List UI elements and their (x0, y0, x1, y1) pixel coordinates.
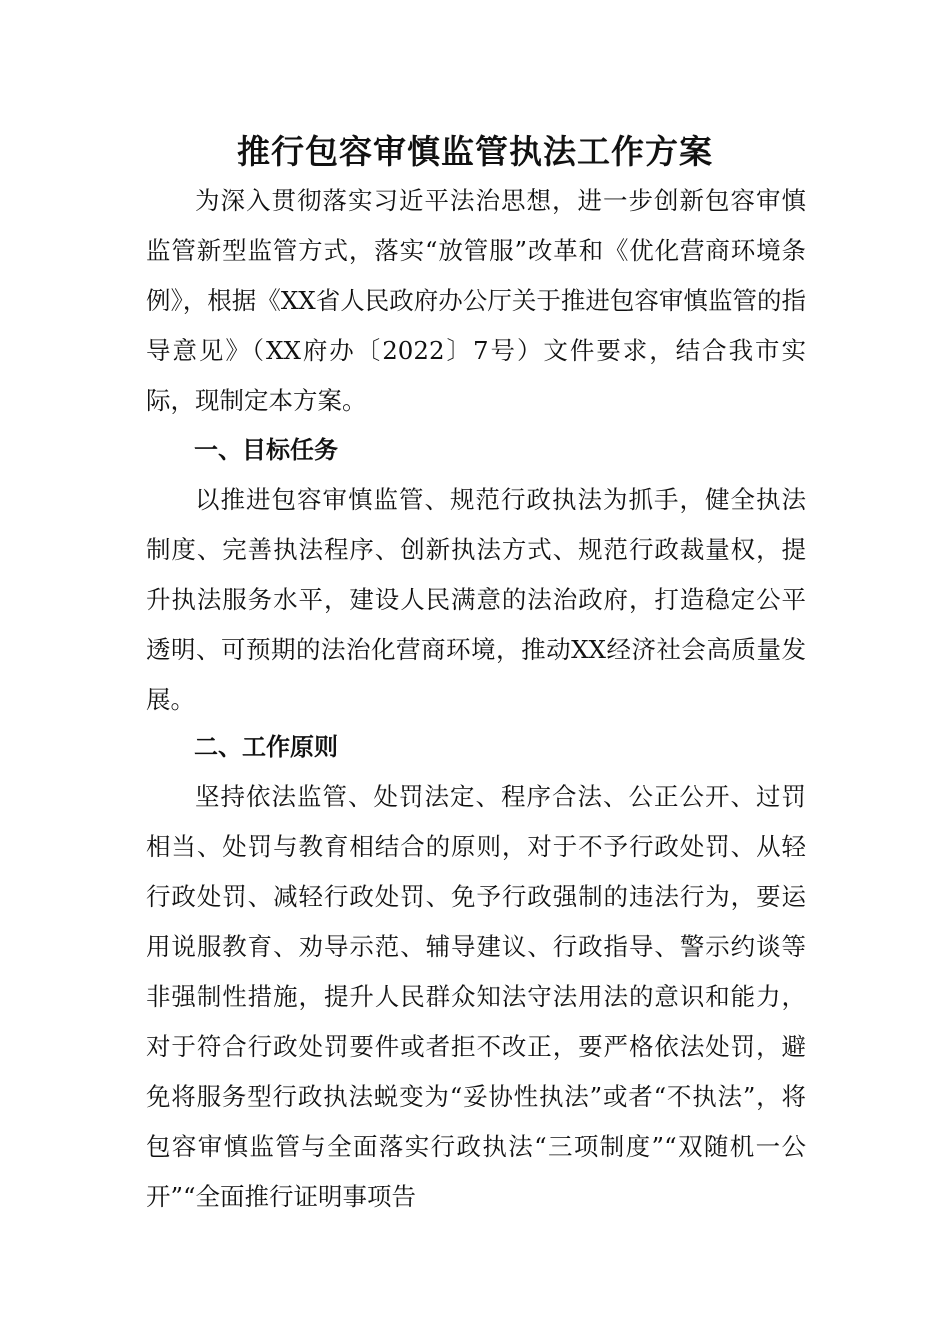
document-title: 推行包容审慎监管执法工作方案 (237, 132, 713, 171)
intro-paragraph: 为深入贯彻落实习近平法治思想，进一步创新包容审慎监管新型监管方式，落实“放管服”改革和《优化营商环境条例》，根据《XX省人民政府办公厅关于推进包容审慎监管的指导意见》（XX府办〔2022〕7号）文件要求，结合我市实际，现制定本方案。 (146, 186, 806, 415)
section-paragraph-principles: 坚持依法监管、处罚法定、程序合法、公正公开、过罚相当、处罚与教育相结合的原则，对于不予行政处罚、从轻行政处罚、减轻行政处罚、免予行政强制的违法行为，要运用说服教育、劝导示范、辅导建议、行政指导、警示约谈等非强制性措施，提升人民群众知法守法用法的意识和能力，对于符合行政处罚要件或者拒不改正，要严格依法处罚，避免将服务型行政执法蜕变为“妥协性执法”或者“不执法”，将包容审慎监管与全面落实行政执法“三项制度”“双随机一公开”“全面推行证明事项告 (146, 782, 806, 1211)
section-paragraph-goals: 以推进包容审慎监管、规范行政执法为抓手，健全执法制度、完善执法程序、创新执法方式、规范行政裁量权，提升执法服务水平，建设人民满意的法治政府，打造稳定公平透明、可预期的法治化营商环境，推动XX经济社会高质量发展。 (146, 485, 806, 714)
section-heading-goals: 一、目标任务 (194, 436, 338, 464)
section-heading-principles: 二、工作原则 (194, 733, 338, 761)
